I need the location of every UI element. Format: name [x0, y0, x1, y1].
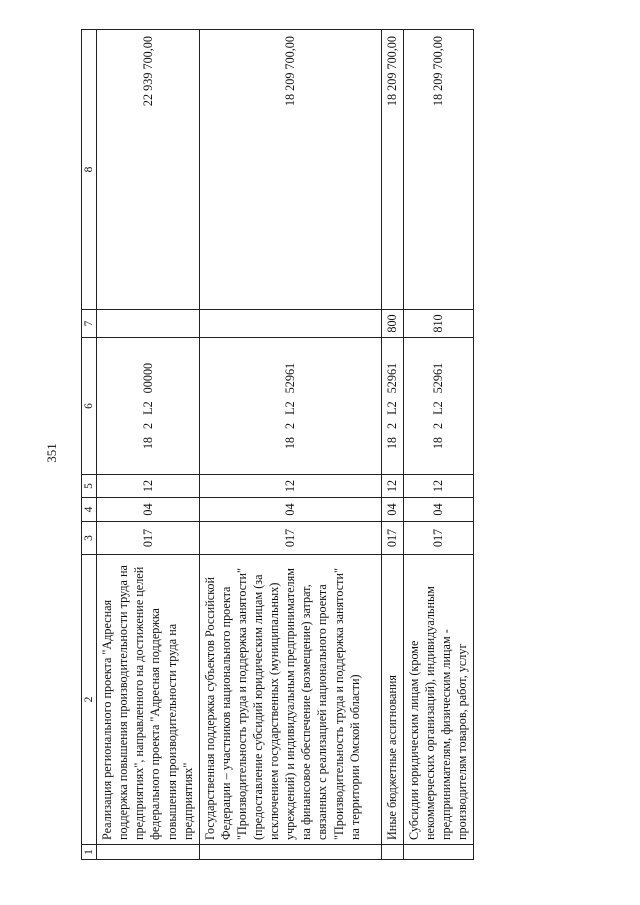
cell-amount: 22 939 700,00 [97, 30, 200, 310]
cell-empty [97, 845, 200, 860]
cell-subsection-code: 12 [199, 475, 381, 498]
cell-section-code: 04 [403, 498, 473, 522]
cell-ministry-code: 017 [403, 522, 473, 555]
code-part: 18 [431, 436, 446, 450]
code-part: 00000 [140, 362, 155, 394]
code-part: 2 [140, 422, 155, 429]
code-part: 2 [283, 422, 298, 429]
cell-target-article [199, 338, 381, 475]
code-part: 18 [140, 436, 155, 450]
table-row [403, 30, 473, 860]
row-description: Реализация регионального проекта "Адресная поддержка повышения производительности труда на предприятиях", направленного на достижение целей федерального проекта "Адресная поддержка повышения производительности труда на предприятиях" [97, 555, 200, 845]
code-part: 2 [385, 422, 400, 429]
cell-amount: 18 209 700,00 [403, 30, 473, 310]
cell-empty [199, 845, 381, 860]
table-row [97, 30, 200, 860]
cell-target-article [403, 338, 473, 475]
rotated-table-container [81, 30, 474, 860]
code-part: 52961 [283, 362, 298, 394]
col-header-3: 3 [82, 522, 97, 555]
code-part: L2 [431, 401, 446, 415]
budget-table [81, 29, 474, 860]
code-part: 52961 [431, 362, 446, 394]
table-row [199, 30, 381, 860]
cell-section-code: 04 [97, 498, 200, 522]
code-part: L2 [283, 401, 298, 415]
cell-empty [403, 845, 473, 860]
cell-subsection-code: 12 [381, 475, 403, 498]
cell-target-article [97, 338, 200, 475]
code-part: 18 [385, 436, 400, 450]
col-header-4: 4 [82, 498, 97, 522]
cell-ministry-code: 017 [381, 522, 403, 555]
cell-subsection-code: 12 [403, 475, 473, 498]
row-description: Государственная поддержка субъектов Российской Федерации – участников национального проекта "Производительность труда и поддержка занятости" (предоставление субсидий юридическим лицам (за исключением государственных (муниципальных) учреждений) и индивидуальным предпринимателям на финансовое обеспечение (возмещение) затрат, связанных с реализацией национального проекта "Производительность труда и поддержка занятости" на территории Омской области) [199, 555, 381, 845]
code-part: 52961 [385, 362, 400, 394]
cell-expense-type: 810 [403, 310, 473, 338]
code-part: 2 [431, 422, 446, 429]
col-header-1: 1 [82, 845, 97, 860]
cell-amount: 18 209 700,00 [199, 30, 381, 310]
cell-section-code: 04 [381, 498, 403, 522]
col-header-8: 8 [82, 30, 97, 310]
page-number: 351 [44, 443, 59, 463]
cell-empty [381, 845, 403, 860]
cell-ministry-code: 017 [199, 522, 381, 555]
cell-section-code: 04 [199, 498, 381, 522]
code-part: L2 [140, 401, 155, 415]
cell-ministry-code: 017 [97, 522, 200, 555]
col-header-2: 2 [82, 555, 97, 845]
col-header-7: 7 [82, 310, 97, 338]
cell-expense-type [199, 310, 381, 338]
cell-target-article [381, 338, 403, 475]
cell-expense-type [97, 310, 200, 338]
row-description: Субсидии юридическим лицам (кроме некоммерческих организаций), индивидуальным предпринимателям, физическим лицам - производителям товаров, работ, услуг [403, 555, 473, 845]
code-part: L2 [385, 401, 400, 415]
header-row [82, 30, 97, 860]
row-description: Иные бюджетные ассигнования [381, 555, 403, 845]
cell-expense-type: 800 [381, 310, 403, 338]
cell-subsection-code: 12 [97, 475, 200, 498]
table-row [381, 30, 403, 860]
col-header-5: 5 [82, 475, 97, 498]
code-part: 18 [283, 436, 298, 450]
col-header-6: 6 [82, 338, 97, 475]
cell-amount: 18 209 700,00 [381, 30, 403, 310]
